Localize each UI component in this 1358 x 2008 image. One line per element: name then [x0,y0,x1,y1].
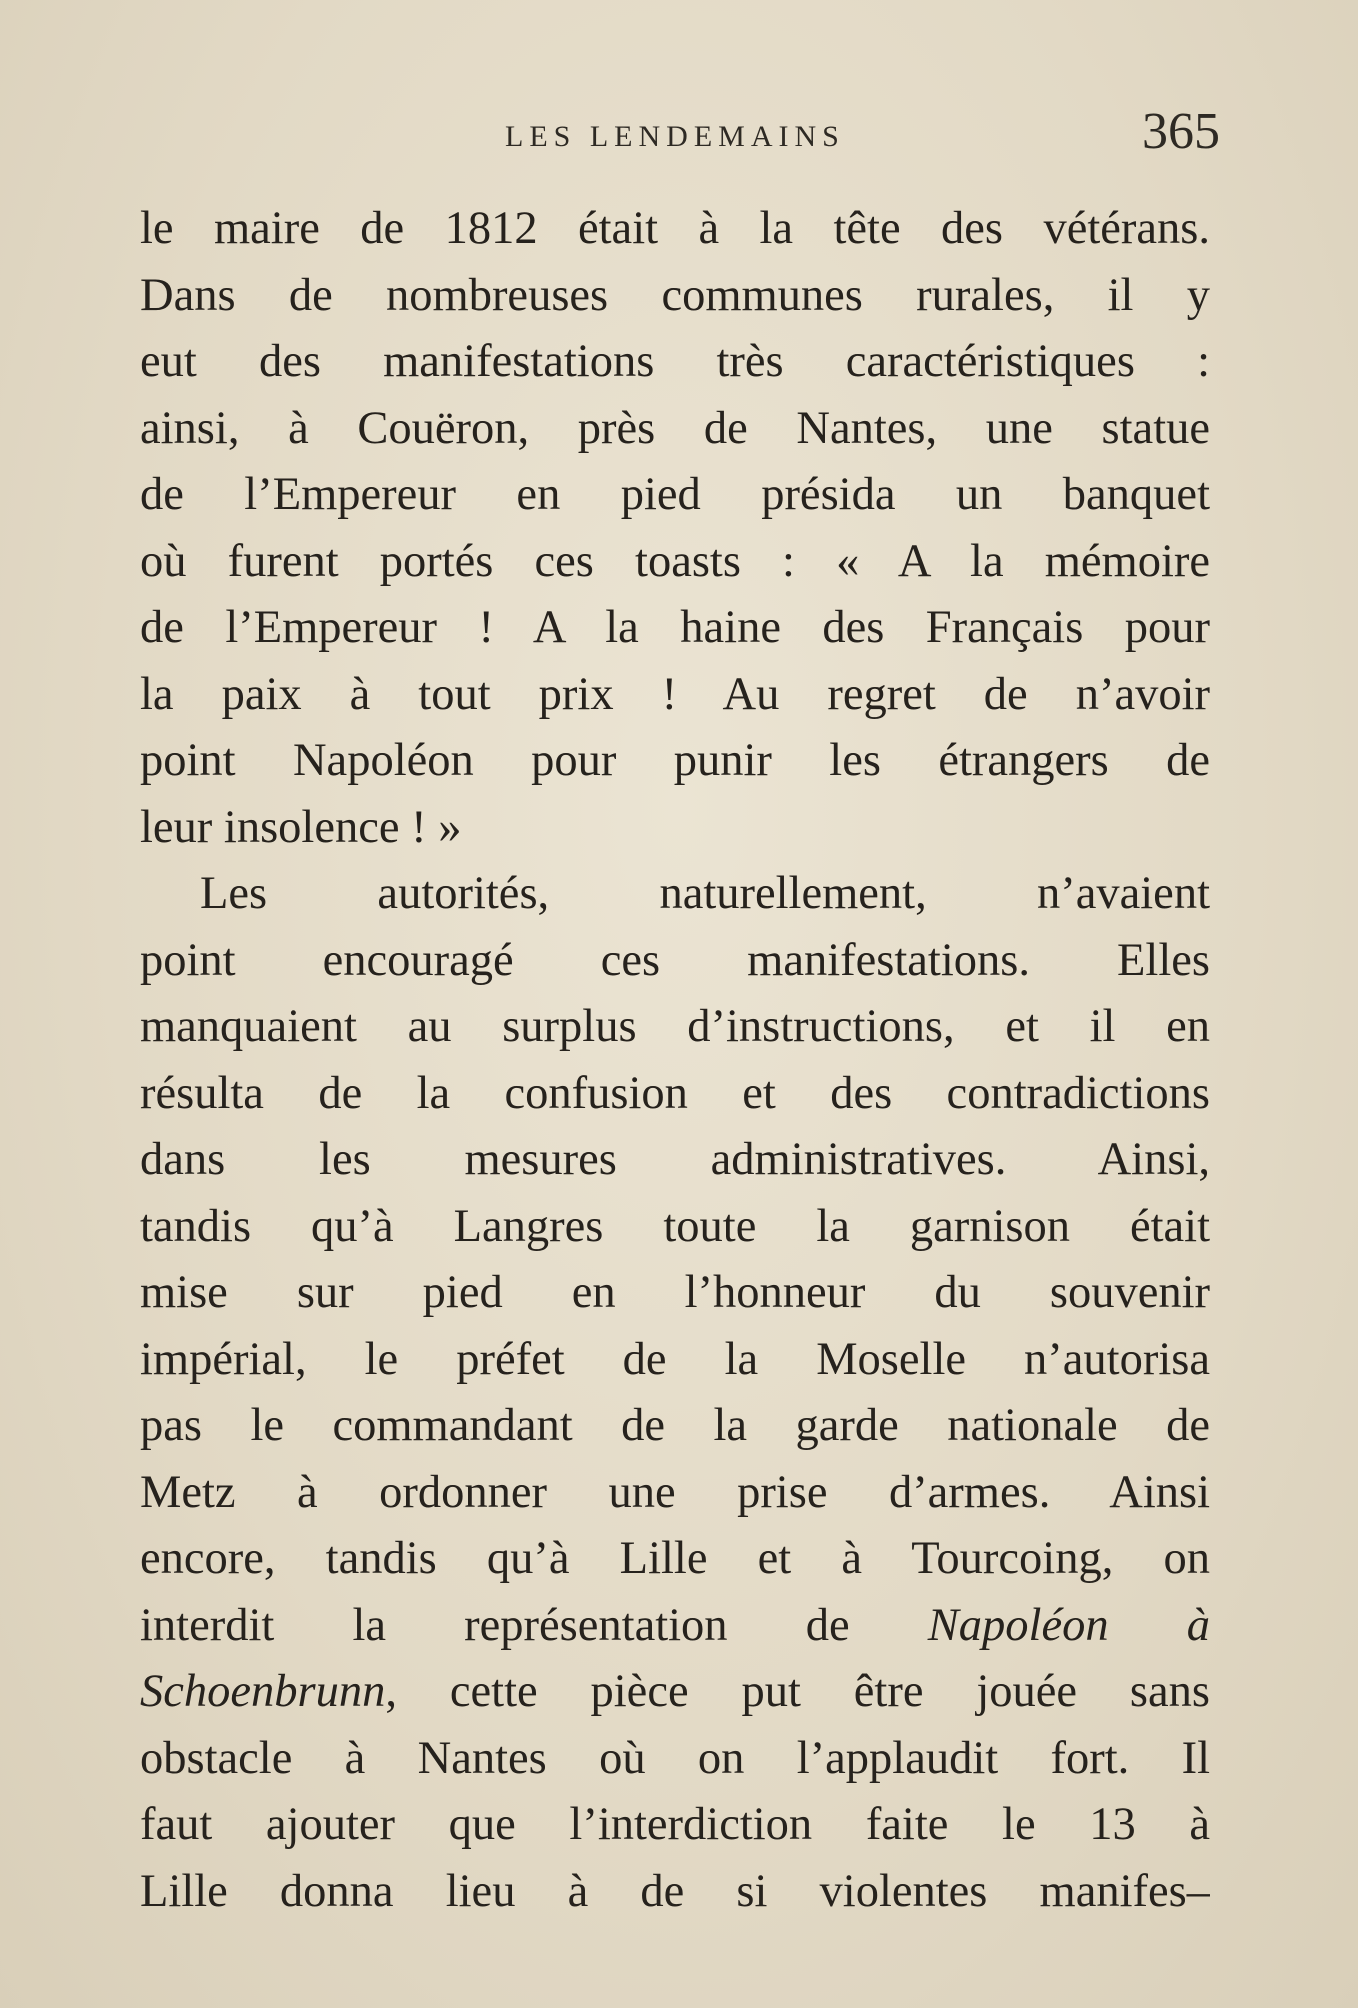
line-text: point Napoléon pour punir les étrangers de [140,735,1210,786]
text-line [140,329,1210,396]
text-line [140,595,1210,662]
line-text: point encouragé ces manifestations. Elles [140,934,1210,986]
text-line [140,861,1210,928]
running-head [140,103,1220,170]
line-text: la paix à tout prix ! Au regret de n’avoir [140,668,1210,720]
line-text: de l’Empereur en pied présida un banquet [140,469,1210,520]
text-line [140,396,1210,463]
text-line [140,1393,1210,1460]
text-line [140,1327,1210,1394]
italic-title: Napoléon à [927,1599,1210,1651]
line-text: encore, tandis qu’à Lille et à Tourcoing, on [140,1533,1210,1584]
line-text: Metz à ordonner une prise d’armes. Ainsi [140,1466,1210,1518]
page-number: 365 [1142,103,1220,160]
text-line [140,263,1210,330]
line-text: interdit la représentation de [140,1599,928,1651]
text-line [140,928,1210,995]
line-text: ainsi, à Couëron, près de Nantes, une statue [140,402,1210,454]
text-line [140,728,1210,795]
text-line [140,1260,1210,1327]
text-line [140,1526,1210,1593]
body-text [140,196,1210,1925]
line-text: le maire de 1812 était à la tête des vétérans. [140,203,1210,254]
line-text: de l’Empereur ! A la haine des Français pour [140,602,1210,653]
text-line [140,795,1210,862]
text-line [140,1194,1210,1261]
text-line [140,1460,1210,1527]
text-line [140,1726,1210,1793]
line-text: leur insolence ! » [140,801,462,853]
text-line [140,1859,1210,1926]
line-text: impérial, le préfet de la Moselle n’autorisa [140,1333,1210,1385]
text-line [140,462,1210,529]
line-text: eut des manifestations très caractéristiques : [140,336,1210,387]
line-text: Les autorités, naturellement, n’avaient [200,868,1210,919]
text-line [140,1593,1210,1660]
text-line [140,196,1210,263]
text-line [140,1659,1210,1726]
text-line [140,1127,1210,1194]
line-text: , cette pièce put être jouée sans [385,1666,1210,1717]
line-text: obstacle à Nantes où on l’applaudit fort. Il [140,1732,1210,1784]
line-text: pas le commandant de la garde nationale de [140,1400,1210,1451]
running-title: LES LENDEMAINS [505,120,845,153]
text-line [140,529,1210,596]
line-text: résulta de la confusion et des contradictions [140,1067,1210,1119]
text-line [140,994,1210,1061]
text-line [140,662,1210,729]
line-text: tandis qu’à Langres toute la garnison était [140,1200,1210,1252]
text-line [140,1061,1210,1128]
line-text: mise sur pied en l’honneur du souvenir [140,1267,1210,1318]
italic-title: Schoenbrunn [140,1666,386,1717]
line-text: manquaient au surplus d’instructions, et il en [140,1001,1210,1052]
line-text: Dans de nombreuses communes rurales, il y [140,269,1210,321]
line-text: Lille donna lieu à de si violentes manifes– [140,1865,1210,1917]
line-text: où furent portés ces toasts : « A la mémoire [140,535,1210,587]
line-text: faut ajouter que l’interdiction faite le 13 à [140,1799,1210,1850]
text-line [140,1792,1210,1859]
line-text: dans les mesures administratives. Ainsi, [140,1134,1210,1185]
